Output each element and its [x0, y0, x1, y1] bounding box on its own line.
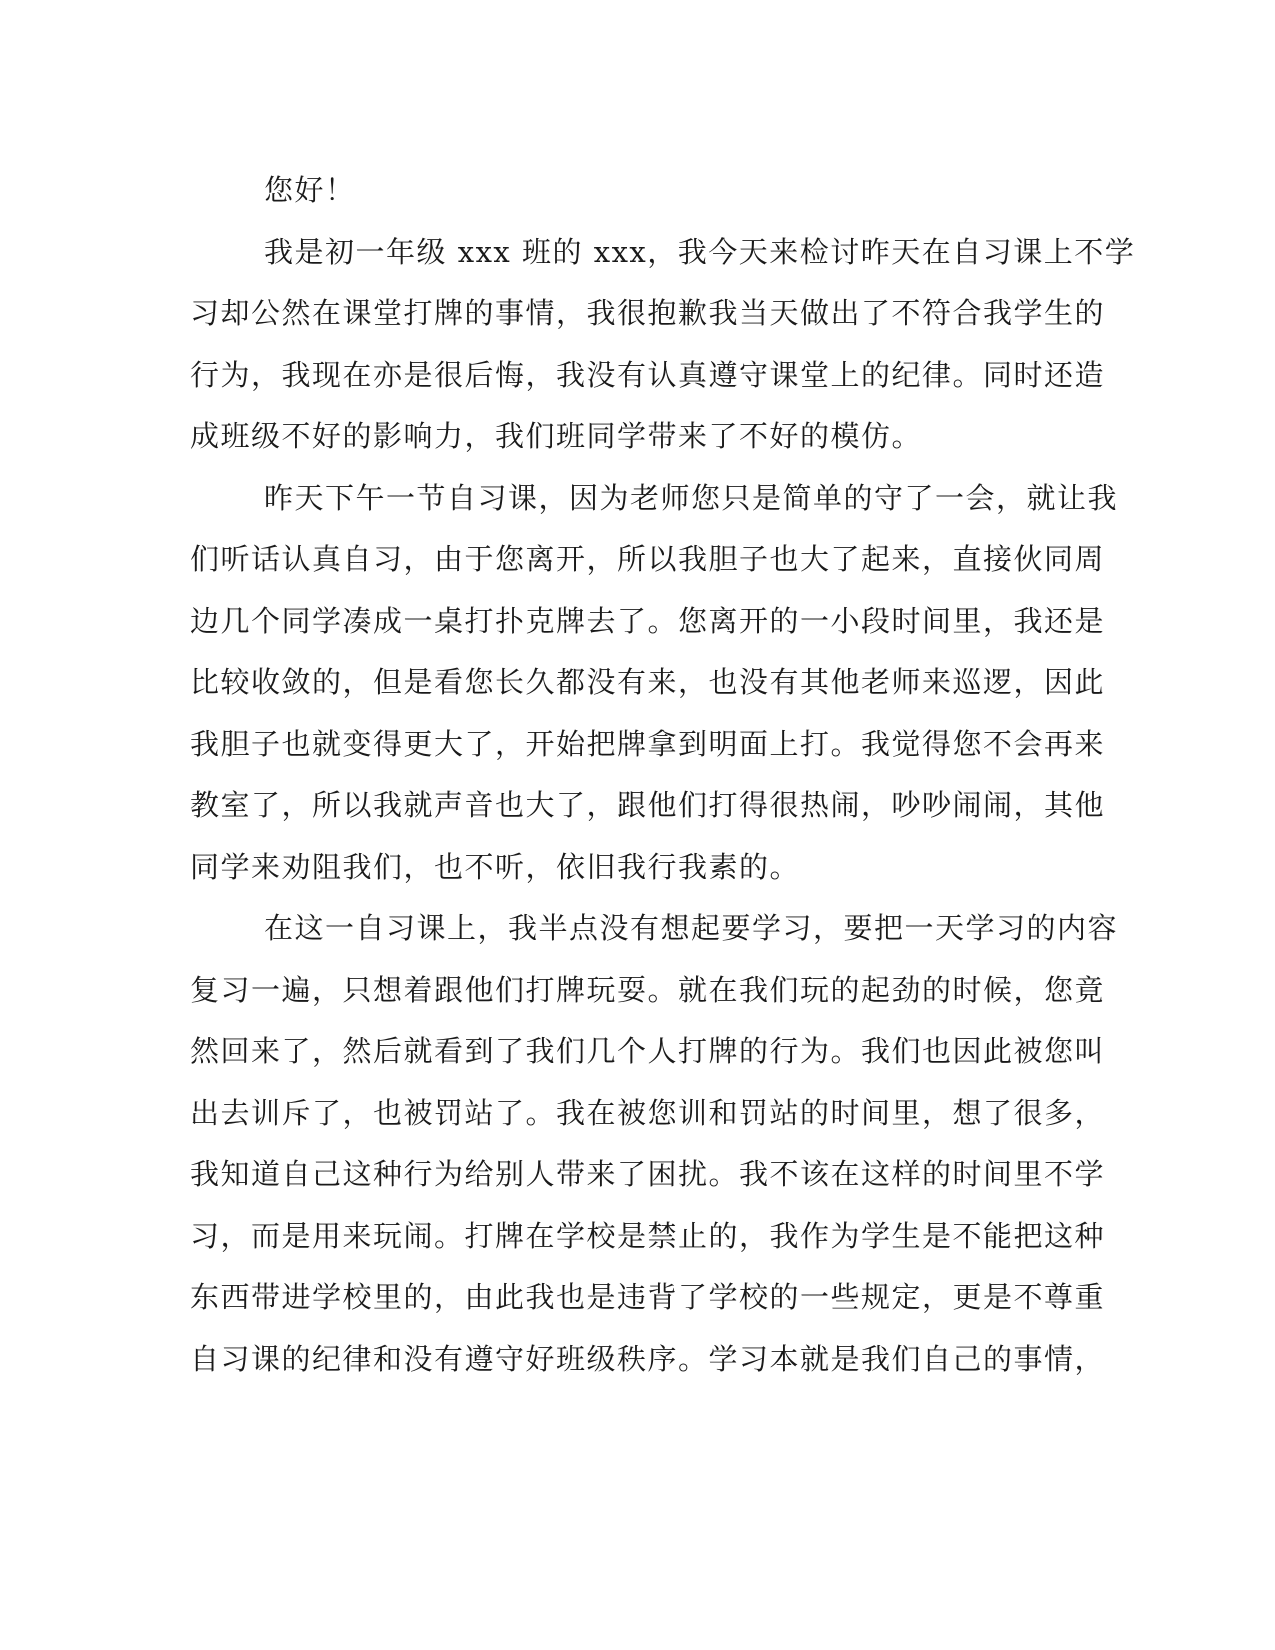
text-line: 我是初一年级 xxx 班的 xxx，我今天来检讨昨天在自习课上不学	[264, 234, 1136, 269]
greeting: 您好！	[264, 173, 356, 207]
text-line: 昨天下午一节自习课，因为老师您只是简单的守了一会，就让我	[264, 480, 1119, 515]
paragraph-3	[190, 898, 1119, 1390]
text-line: 我胆子也就变得更大了，开始把牌拿到明面上打。我觉得您不会再来	[190, 726, 1106, 761]
text-line: 习，而是用来玩闹。打牌在学校是禁止的，我作为学生是不能把这种	[190, 1218, 1106, 1253]
text-line: 在这一自习课上，我半点没有想起要学习，要把一天学习的内容	[264, 911, 1119, 945]
text-line: 比较收敛的，但是看您长久都没有来，也没有其他老师来巡逻，因此	[190, 665, 1106, 699]
text-line: 教室了，所以我就声音也大了，跟他们打得很热闹，吵吵闹闹，其他	[190, 788, 1106, 822]
text-line: 复习一遍，只想着跟他们打牌玩耍。就在我们玩的起劲的时候，您竟	[190, 972, 1106, 1007]
document-body	[190, 160, 1136, 1390]
text-line: 们听话认真自习，由于您离开，所以我胆子也大了起来，直接伙同周	[190, 542, 1106, 576]
paragraph-2	[190, 468, 1119, 899]
text-line: 同学来劝阻我们，也不听，依旧我行我素的。	[190, 849, 801, 884]
text-line: 成班级不好的影响力，我们班同学带来了不好的模仿。	[190, 419, 923, 453]
text-line: 自习课的纪律和没有遵守好班级秩序。学习本就是我们自己的事情，	[190, 1341, 1106, 1376]
text-line: 然回来了，然后就看到了我们几个人打牌的行为。我们也因此被您叫	[190, 1034, 1106, 1068]
text-line: 我知道自己这种行为给别人带来了困扰。我不该在这样的时间里不学	[190, 1157, 1106, 1191]
text-line: 边几个同学凑成一桌打扑克牌去了。您离开的一小段时间里，我还是	[190, 603, 1106, 638]
text-line: 东西带进学校里的，由此我也是违背了学校的一些规定，更是不尊重	[190, 1280, 1106, 1314]
paragraph-1	[190, 222, 1136, 468]
text-line: 出去训斥了，也被罚站了。我在被您训和罚站的时间里，想了很多，	[190, 1095, 1106, 1130]
text-line: 习却公然在课堂打牌的事情，我很抱歉我当天做出了不符合我学生的	[190, 296, 1106, 330]
text-line: 行为，我现在亦是很后悔，我没有认真遵守课堂上的纪律。同时还造	[190, 357, 1106, 392]
